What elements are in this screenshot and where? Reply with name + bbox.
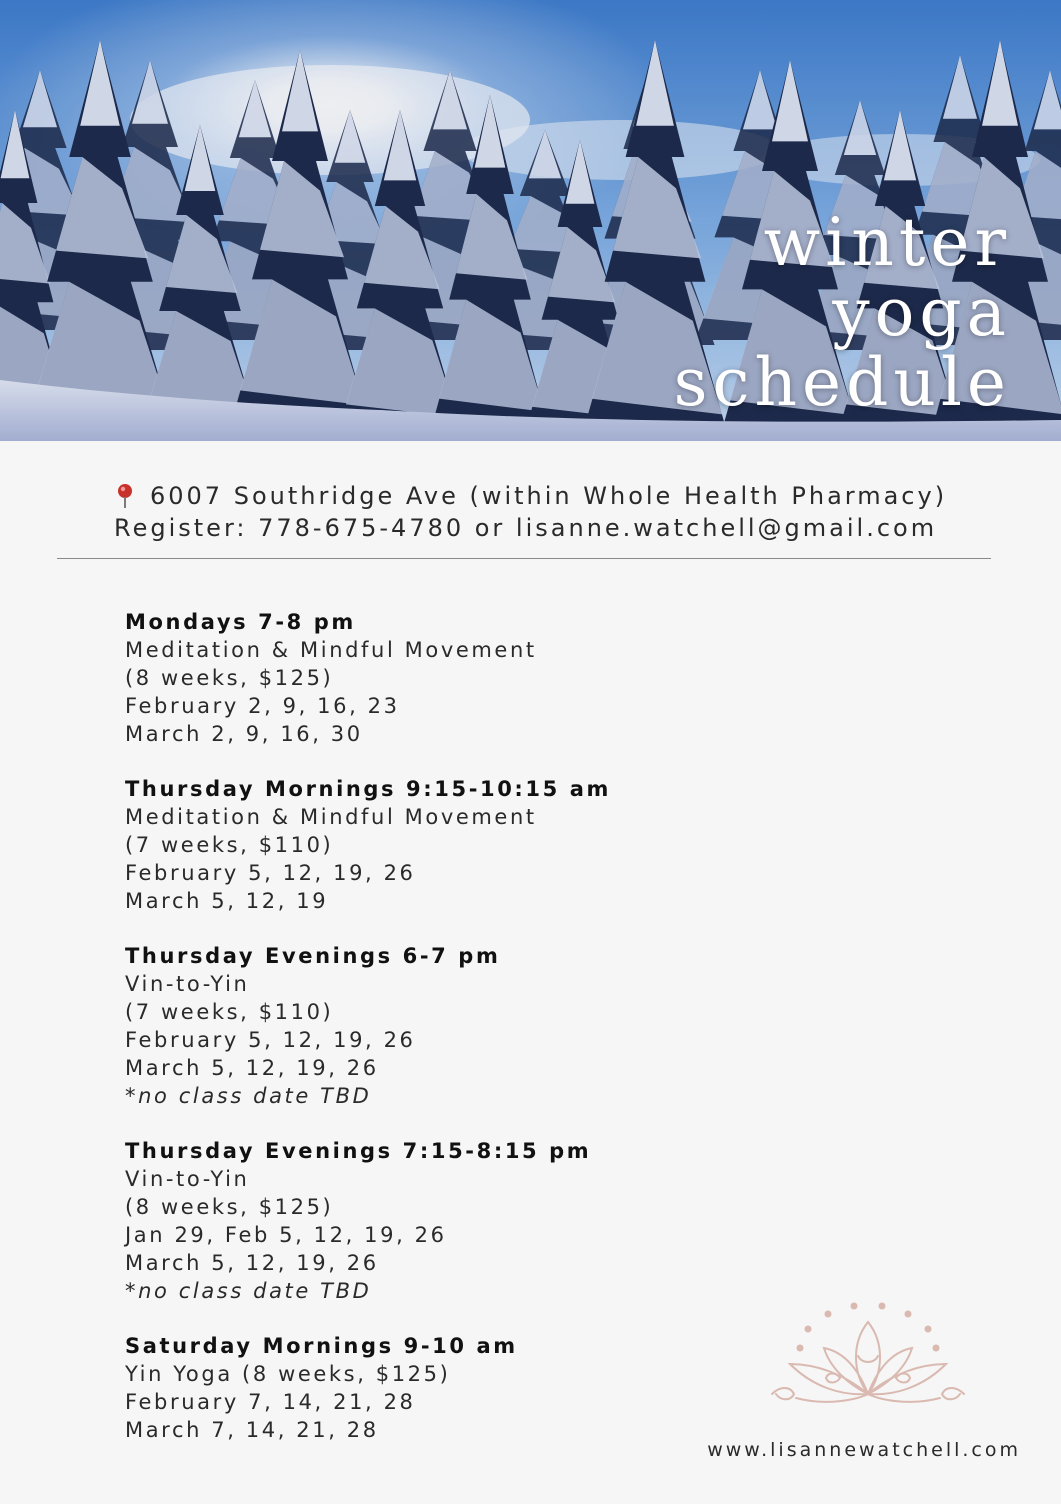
class-line: Jan 29, Feb 5, 12, 19, 26 [125,1223,447,1247]
hero-title-line-2: yoga [832,274,1011,351]
class-heading: Saturday Mornings 9-10 am [125,1334,518,1358]
register-text[interactable]: Register: 778-675-4780 or lisanne.watchell@gmail.com [114,514,938,542]
class-line: February 5, 12, 19, 26 [125,1028,416,1052]
class-block-thursday-mornings [125,775,611,915]
section-divider [57,558,991,559]
class-line: (7 weeks, $110) [125,833,334,857]
website-link[interactable]: www.lisannewatchell.com [707,1439,1021,1461]
register-line [114,512,947,544]
class-line: (7 weeks, $110) [125,1000,334,1024]
hero-title-line-1: winter [763,204,1011,281]
class-line: March 5, 12, 19, 26 [125,1056,379,1080]
class-block-thursday-evenings-715 [125,1137,611,1305]
class-block-thursday-evenings-6 [125,942,611,1110]
class-line: (8 weeks, $125) [125,666,334,690]
contact-info [114,480,947,544]
class-line: Vin-to-Yin [125,972,250,996]
class-heading: Thursday Evenings 6-7 pm [125,944,501,968]
address-line [114,480,947,512]
map-pin-icon [114,483,136,509]
class-line: February 2, 9, 16, 23 [125,694,400,718]
class-line: March 5, 12, 19, 26 [125,1251,379,1275]
class-line: Meditation & Mindful Movement [125,638,537,662]
hero-image [0,0,1061,441]
hero-title-line-3: schedule [673,344,1011,421]
class-line: February 5, 12, 19, 26 [125,861,416,885]
class-note: *no class date TBD [125,1279,372,1303]
class-line: March 2, 9, 16, 30 [125,722,363,746]
class-heading: Thursday Evenings 7:15-8:15 pm [125,1139,592,1163]
hero-title [673,204,1011,421]
class-block-saturday-mornings [125,1332,611,1444]
class-block-mondays [125,608,611,748]
class-line: Yin Yoga (8 weeks, $125) [125,1362,451,1386]
class-line: February 7, 14, 21, 28 [125,1390,416,1414]
class-note: *no class date TBD [125,1084,372,1108]
class-line: March 5, 12, 19 [125,889,329,913]
class-line: March 7, 14, 21, 28 [125,1418,379,1442]
class-line: Meditation & Mindful Movement [125,805,537,829]
class-schedule [125,608,611,1471]
class-line: Vin-to-Yin [125,1167,250,1191]
address-text: 6007 Southridge Ave (within Whole Health Pharmacy) [150,482,948,510]
class-line: (8 weeks, $125) [125,1195,334,1219]
class-heading: Thursday Mornings 9:15-10:15 am [125,777,612,801]
class-heading: Mondays 7-8 pm [125,610,356,634]
lotus-icon [766,1294,970,1424]
